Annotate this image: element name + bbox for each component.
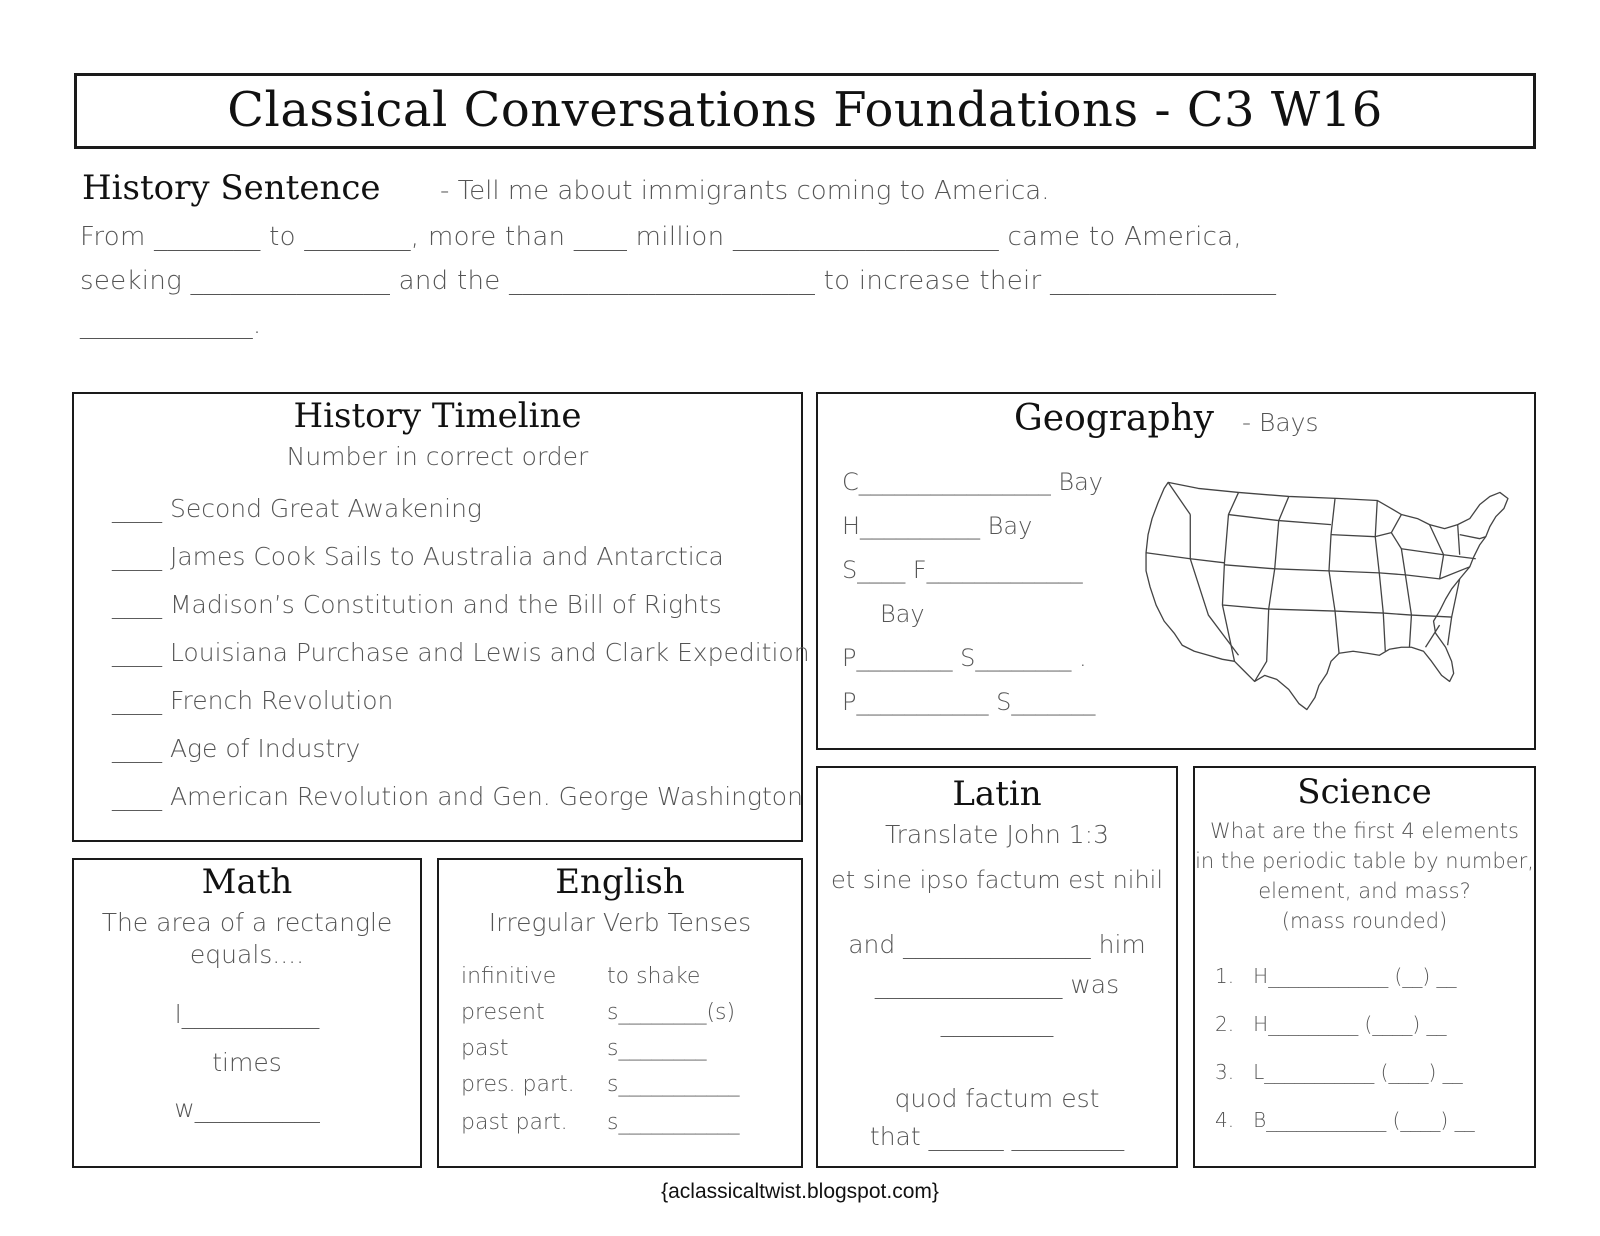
science-box — [1193, 766, 1536, 1168]
english-subtitle: Irregular Verb Tenses — [488, 908, 752, 937]
geography-line: P___________ S_______ — [842, 688, 1096, 716]
science-question-line-4: (mass rounded) — [1281, 909, 1448, 933]
history-sentence-question: - Tell me about immigrants coming to America. — [440, 176, 1050, 206]
math-times-label: times — [212, 1048, 282, 1077]
geography-line: C________________ Bay — [842, 468, 1104, 496]
timeline-item: ____ French Revolution — [112, 686, 394, 715]
history-sentence-line-3: _____________. — [80, 310, 262, 340]
geography-line: Bay — [880, 600, 925, 628]
science-element-blank: 2. H_________ (____) __ — [1215, 1012, 1447, 1036]
latin-translation-line: _________ — [940, 1008, 1054, 1037]
usa-map-icon — [1138, 474, 1520, 726]
verb-tense-label: present — [461, 1000, 545, 1025]
title-box — [74, 73, 1536, 149]
geography-line: S____ F_____________ — [842, 556, 1083, 584]
verb-tense-value: s________ — [607, 1036, 707, 1061]
history-timeline-subtitle: Number in correct order — [286, 442, 589, 471]
geography-box — [816, 392, 1536, 750]
science-question-line-2: in the periodic table by number, — [1195, 849, 1534, 873]
english-title: English — [555, 862, 685, 902]
history-sentence-line-2: seeking _______________ and the _______________________ to increase their _________________ — [80, 266, 1277, 296]
history-timeline-box — [72, 392, 810, 842]
science-element-blank: 3. L___________ (____) __ — [1215, 1060, 1463, 1084]
verb-tense-label: past part. — [461, 1110, 568, 1135]
timeline-item: ____ American Revolution and Gen. George Washington — [112, 782, 803, 811]
verb-tense-value: s________(s) — [607, 1000, 736, 1025]
latin-phrase: quod factum est — [894, 1084, 1100, 1113]
geography-line: H__________ Bay — [842, 512, 1033, 540]
timeline-item: ____ Louisiana Purchase and Lewis and Clark Expedition — [112, 638, 810, 667]
science-element-blank: 4. B____________ (____) __ — [1215, 1108, 1475, 1132]
verb-tense-value: s___________ — [607, 1110, 740, 1135]
math-width-blank: w__________ — [174, 1094, 320, 1123]
science-question-line-3: element, and mass? — [1258, 879, 1471, 903]
page-title: Classical Conversations Foundations - C3 W16 — [227, 82, 1383, 138]
math-question-line-2: equals.... — [189, 940, 305, 969]
geography-line: P________ S________ . — [842, 644, 1087, 672]
verb-tense-value: s___________ — [607, 1072, 740, 1097]
english-box — [437, 858, 803, 1168]
latin-translation-line: that ______ _________ — [869, 1122, 1125, 1151]
geography-title: Geography — [1014, 398, 1215, 439]
latin-phrase: et sine ipso factum est nihil — [830, 866, 1163, 894]
science-element-blank: 1. H____________ (__) __ — [1215, 964, 1457, 988]
verb-tense-value: to shake — [607, 964, 701, 989]
history-sentence-heading: History Sentence — [82, 168, 381, 208]
latin-subtitle: Translate John 1:3 — [885, 820, 1109, 849]
latin-translation-line: _______________ was — [874, 970, 1120, 999]
timeline-item: ____ Age of Industry — [112, 734, 361, 763]
math-title: Math — [201, 862, 293, 902]
timeline-item: ____ Madison’s Constitution and the Bill of Rights — [112, 590, 722, 619]
science-title: Science — [1297, 772, 1432, 812]
math-box — [72, 858, 422, 1168]
history-sentence-line-1: From ________ to ________, more than ____ million ____________________ came to America, — [80, 222, 1242, 252]
timeline-item: ____ Second Great Awakening — [112, 494, 482, 523]
timeline-item: ____ James Cook Sails to Australia and Antarctica — [112, 542, 724, 571]
latin-title: Latin — [952, 774, 1042, 814]
verb-tense-label: infinitive — [461, 964, 557, 989]
math-length-blank: l___________ — [174, 1000, 320, 1029]
verb-tense-label: pres. part. — [461, 1072, 575, 1097]
math-question-line-1: The area of a rectangle — [101, 908, 393, 937]
history-timeline-title: History Timeline — [293, 396, 582, 436]
verb-tense-label: past — [461, 1036, 509, 1061]
geography-subtitle: - Bays — [1242, 408, 1319, 437]
latin-translation-line: and _______________ him — [848, 930, 1146, 959]
footer-credit: {aclassicaltwist.blogspot.com} — [661, 1180, 939, 1203]
latin-box — [816, 766, 1178, 1168]
science-question-line-1: What are the first 4 elements — [1210, 819, 1519, 843]
